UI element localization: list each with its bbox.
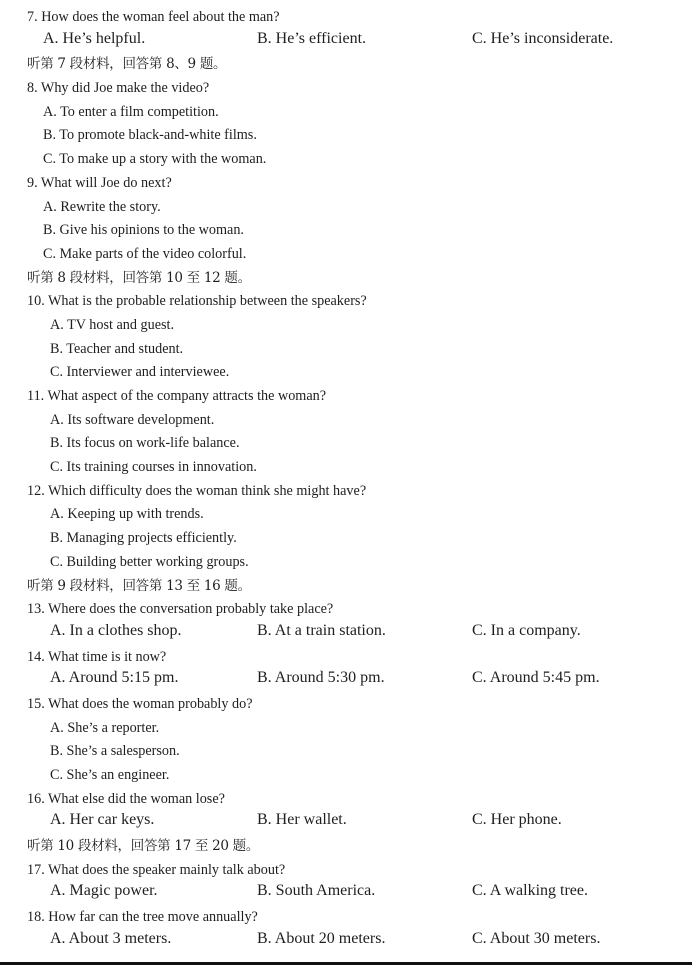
question-8: 8. Why did Joe make the video? [27, 80, 210, 97]
option-b: B. At a train station. [257, 621, 386, 639]
question-13: 13. Where does the conversation probably take place? [27, 601, 334, 618]
option-a: A. Keeping up with trends. [50, 506, 204, 523]
option-b: B. South America. [257, 882, 376, 900]
option-c: C. Interviewer and interviewee. [50, 364, 230, 381]
option-b: B. Around 5:30 pm. [257, 669, 385, 687]
option-c: C. She’s an engineer. [50, 767, 170, 783]
option-c: C. Her phone. [472, 811, 562, 829]
option-a: A. Rewrite the story. [43, 198, 161, 215]
option-b: B. She’s a salesperson. [50, 743, 180, 760]
question-10: 10. What is the probable relationship between the speakers? [27, 293, 367, 310]
option-b: B. To promote black-and-white films. [43, 127, 257, 144]
exam-page [0, 6, 692, 954]
option-b: B. Its focus on work-life balance. [50, 435, 240, 452]
question-9: 9. What will Joe do next? [27, 174, 172, 191]
option-a: A. TV host and guest. [50, 316, 175, 333]
question-17: 17. What does the speaker mainly talk about? [27, 861, 286, 878]
question-7: 7. How does the woman feel about the man? [27, 9, 280, 25]
option-a: A. Her car keys. [50, 811, 155, 829]
option-b: B. Her wallet. [257, 811, 347, 829]
question-16: 16. What else did the woman lose? [27, 790, 225, 807]
option-c: C. About 30 meters. [472, 929, 601, 947]
question-12: 12. Which difficulty does the woman think she might have? [27, 482, 367, 499]
option-a: A. He’s helpful. [43, 29, 146, 47]
options-row-q18 [0, 930, 692, 954]
option-c: C. In a company. [472, 621, 581, 639]
option-b: B. Give his opinions to the woman. [43, 222, 244, 239]
option-b: B. Teacher and student. [50, 340, 184, 357]
options-row-q13 [0, 622, 692, 646]
options-row-q17 [0, 882, 692, 906]
option-c: C. Make parts of the video colorful. [43, 245, 247, 262]
options-row-q7 [0, 30, 692, 54]
option-a: A. To enter a film competition. [43, 103, 219, 120]
option-c: C. A walking tree. [472, 882, 588, 900]
question-15: 15. What does the woman probably do? [27, 695, 253, 712]
section-header: 听第 10 段材料，回答第 17 至 20 题。 [27, 838, 260, 855]
option-a: A. Magic power. [50, 882, 158, 900]
option-a: A. Its software development. [50, 411, 215, 428]
option-a: A. About 3 meters. [50, 929, 172, 947]
section-header: 听第 7 段材料，回答第 8、9 题。 [27, 56, 227, 73]
option-b: B. He’s efficient. [257, 29, 367, 47]
options-row-q16 [0, 811, 692, 835]
option-a: A. She’s a reporter. [50, 719, 160, 736]
option-c: C. Building better working groups. [50, 553, 249, 570]
option-a: A. In a clothes shop. [50, 621, 182, 639]
option-c: C. He’s inconsiderate. [472, 29, 614, 47]
options-row-q14 [0, 669, 692, 693]
section-header: 听第 8 段材料，回答第 10 至 12 题。 [27, 269, 251, 286]
question-14: 14. What time is it now? [27, 648, 167, 665]
option-c: C. Its training courses in innovation. [50, 459, 257, 476]
option-b: B. About 20 meters. [257, 929, 386, 947]
option-b: B. Managing projects efficiently. [50, 530, 237, 547]
question-18: 18. How far can the tree move annually? [27, 909, 258, 926]
option-c: C. To make up a story with the woman. [43, 151, 267, 168]
option-a: A. Around 5:15 pm. [50, 669, 179, 687]
section-header: 听第 9 段材料，回答第 13 至 16 题。 [27, 577, 251, 594]
question-11: 11. What aspect of the company attracts the woman? [27, 388, 327, 404]
option-c: C. Around 5:45 pm. [472, 669, 600, 687]
